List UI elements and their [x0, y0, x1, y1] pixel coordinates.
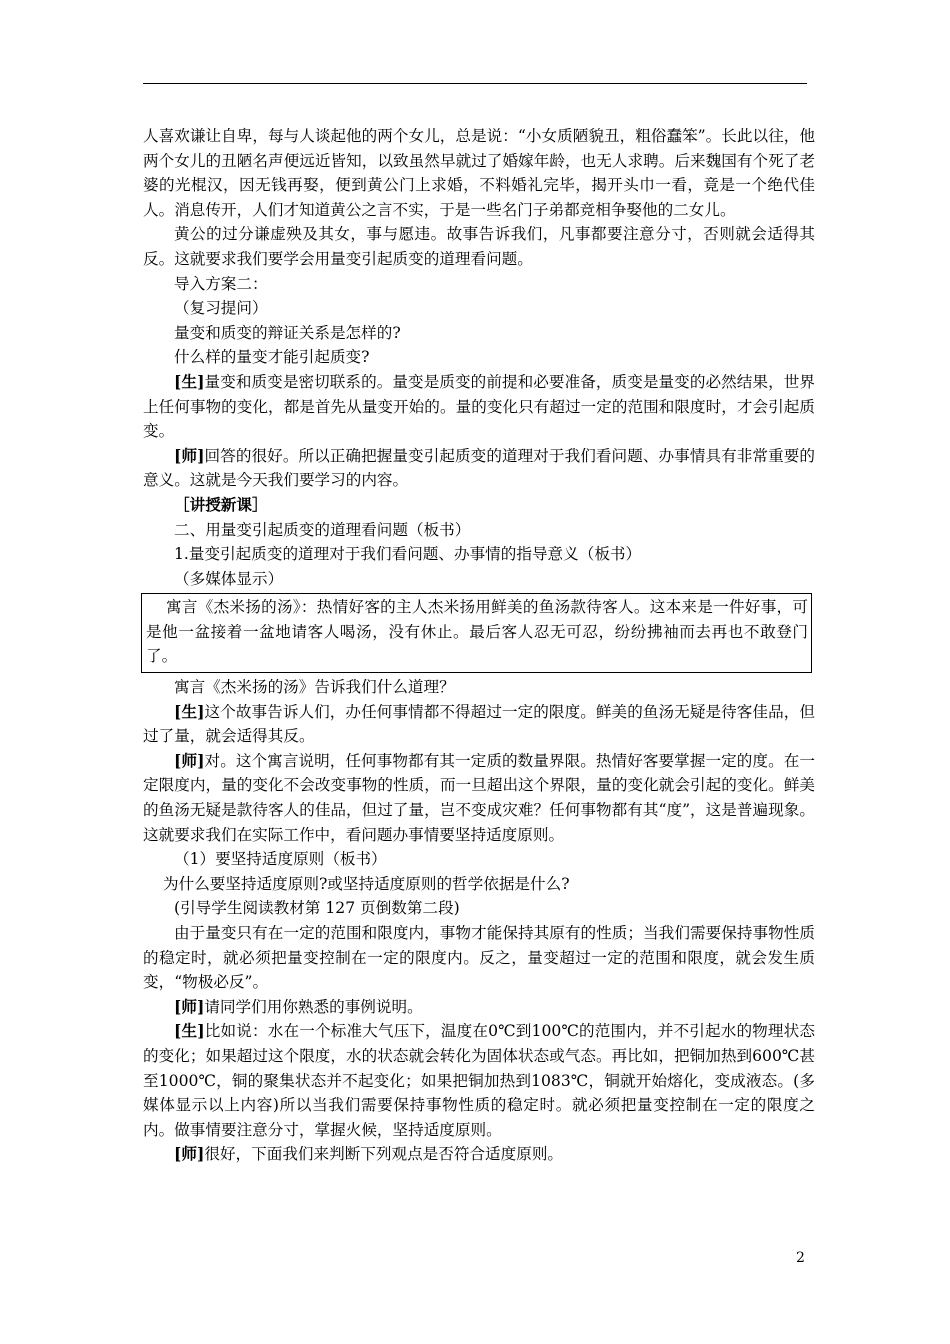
student-answer-1: [143, 370, 815, 444]
teacher-remark-1: [143, 444, 815, 493]
dialog-text: 这个故事告诉人们，办任何事情都不得超过一定的限度。鲜美的鱼汤无疑是待客佳品，但过了量，就会适得其反。: [143, 702, 815, 746]
dialog-text: 回答的很好。所以正确把握量变引起质变的道理对于我们看问题、办事情具有非常重要的意义。这就是今天我们要学习的内容。: [143, 446, 815, 490]
header-rule: [143, 83, 807, 84]
principle-question: 为什么要坚持适度原则?或坚持适度原则的哲学依据是什么?: [163, 874, 570, 893]
dialog-text: 比如说：水在一个标准大气压下，温度在0℃到100℃的范围内，并不引起水的物理状态的变化；如果超过这个限度，水的状态就会转化为固体状态或气态。再比如，把铜加热到600℃甚至1000℃，铜的聚集状态并不起变化；如果把铜加热到1083℃，铜就开始熔化，变成液态。(多媒体显示以上内容)所以当我们需要保持事物性质的稳定时。就必须把量变控制在一定的限度之内。做事情要注意分寸，掌握火候，坚持适度原则。: [143, 1022, 815, 1139]
intro-plan-two: 导入方案二：: [174, 274, 268, 293]
document-body: [143, 124, 815, 1167]
role-label: [师]: [174, 445, 205, 465]
board-note-2: 1.量变引起质变的道理对于我们看问题、办事情的指导意义（板书）: [174, 545, 642, 564]
fable-text: 寓言《杰米扬的汤》：热情好客的主人杰米扬用鲜美的鱼汤款待客人。这本来是一件好事，可是他一盆接着一盆地请客人喝汤，没有休止。最后客人忍无可忍，纷纷拂袖而去再也不敢登门了。: [146, 598, 808, 666]
fable-question: 寓言《杰米扬的汤》告诉我们什么道理？: [174, 678, 455, 697]
story-conclusion: 黄公的过分谦虚殃及其女，事与愿违。故事告诉我们，凡事都要注意分寸，否则就会适得其反。这就要求我们要学会用量变引起质变的道理看问题。: [143, 225, 815, 268]
role-label: [师]: [174, 750, 205, 770]
fable-box: [141, 593, 812, 673]
story-paragraph: 人喜欢谦让自卑，每与人谈起他的两个女儿，总是说：“小女质陋貌丑，粗俗蠢笨”。长此以往，他两个女儿的丑陋名声便远近皆知，以致虽然早就过了婚嫁年龄，也无人求聘。后来魏国有个死了老婆的光棍汉，因无钱再娶，便到黄公门上求婚，不料婚礼完毕，揭开头巾一看，竟是一个绝代佳人。消息传开，人们才知道黄公之言不实，于是一些名门子弟都竞相争娶他的二女儿。: [143, 127, 815, 219]
board-note-1: 二、用量变引起质变的道理看问题（板书）: [174, 520, 471, 539]
dialog-text: 量变和质变是密切联系的。量变是质变的前提和必要准备，质变是量变的必然结果，世界上任何事物的变化，都是首先从量变开始的。量的变化只有超过一定的范围和限度时，才会引起质变。: [143, 372, 815, 441]
dialog-text: 很好，下面我们来判断下列观点是否符合适度原则。: [204, 1145, 564, 1164]
review-question-2: 什么样的量变才能引起质变?: [174, 348, 370, 367]
role-label: [师]: [174, 996, 205, 1016]
dialog-text: 请同学们用你熟悉的事例说明。: [204, 997, 423, 1016]
role-label: [师]: [174, 1144, 205, 1164]
guide-note: (引导学生阅读教材第 127 页倒数第二段): [174, 899, 460, 918]
role-label: [生]: [174, 1021, 205, 1041]
role-label: [生]: [174, 371, 205, 391]
section-heading: ［讲授新课］: [174, 494, 268, 514]
student-answer-3: [143, 1019, 815, 1142]
board-note-3: （1）要坚持适度原则（板书）: [174, 850, 387, 869]
page-number: 2: [796, 1250, 805, 1266]
role-label: [生]: [174, 701, 205, 721]
principle-explanation: 由于量变只有在一定的范围和限度内，事物才能保持其原有的性质；当我们需要保持事物性质的稳定时，就必须把量变控制在一定的限度内。反之，量变超过一定的范围和限度，就会发生质变，“物极必反”。: [143, 924, 815, 992]
student-answer-2: [143, 700, 815, 749]
teacher-remark-4: [143, 1142, 815, 1167]
dialog-text: 对。这个寓言说明，任何事物都有其一定质的数量界限。热情好客要掌握一定的度。在一定限度内，量的变化不会改变事物的性质，而一旦超出这个界限，量的变化就会引起的变化。鲜美的鱼汤无疑是款待客人的佳品，但过了量，岂不变成灾难？任何事物都有其“度”，这是普遍现象。这就要求我们在实际工作中，看问题办事情要坚持适度原则。: [143, 751, 815, 844]
teacher-remark-3: [143, 995, 815, 1020]
media-note: （多媒体显示）: [174, 569, 284, 588]
teacher-remark-2: [143, 749, 815, 847]
review-question-label: （复习提问）: [174, 299, 268, 318]
review-question-1: 量变和质变的辩证关系是怎样的?: [174, 323, 401, 342]
